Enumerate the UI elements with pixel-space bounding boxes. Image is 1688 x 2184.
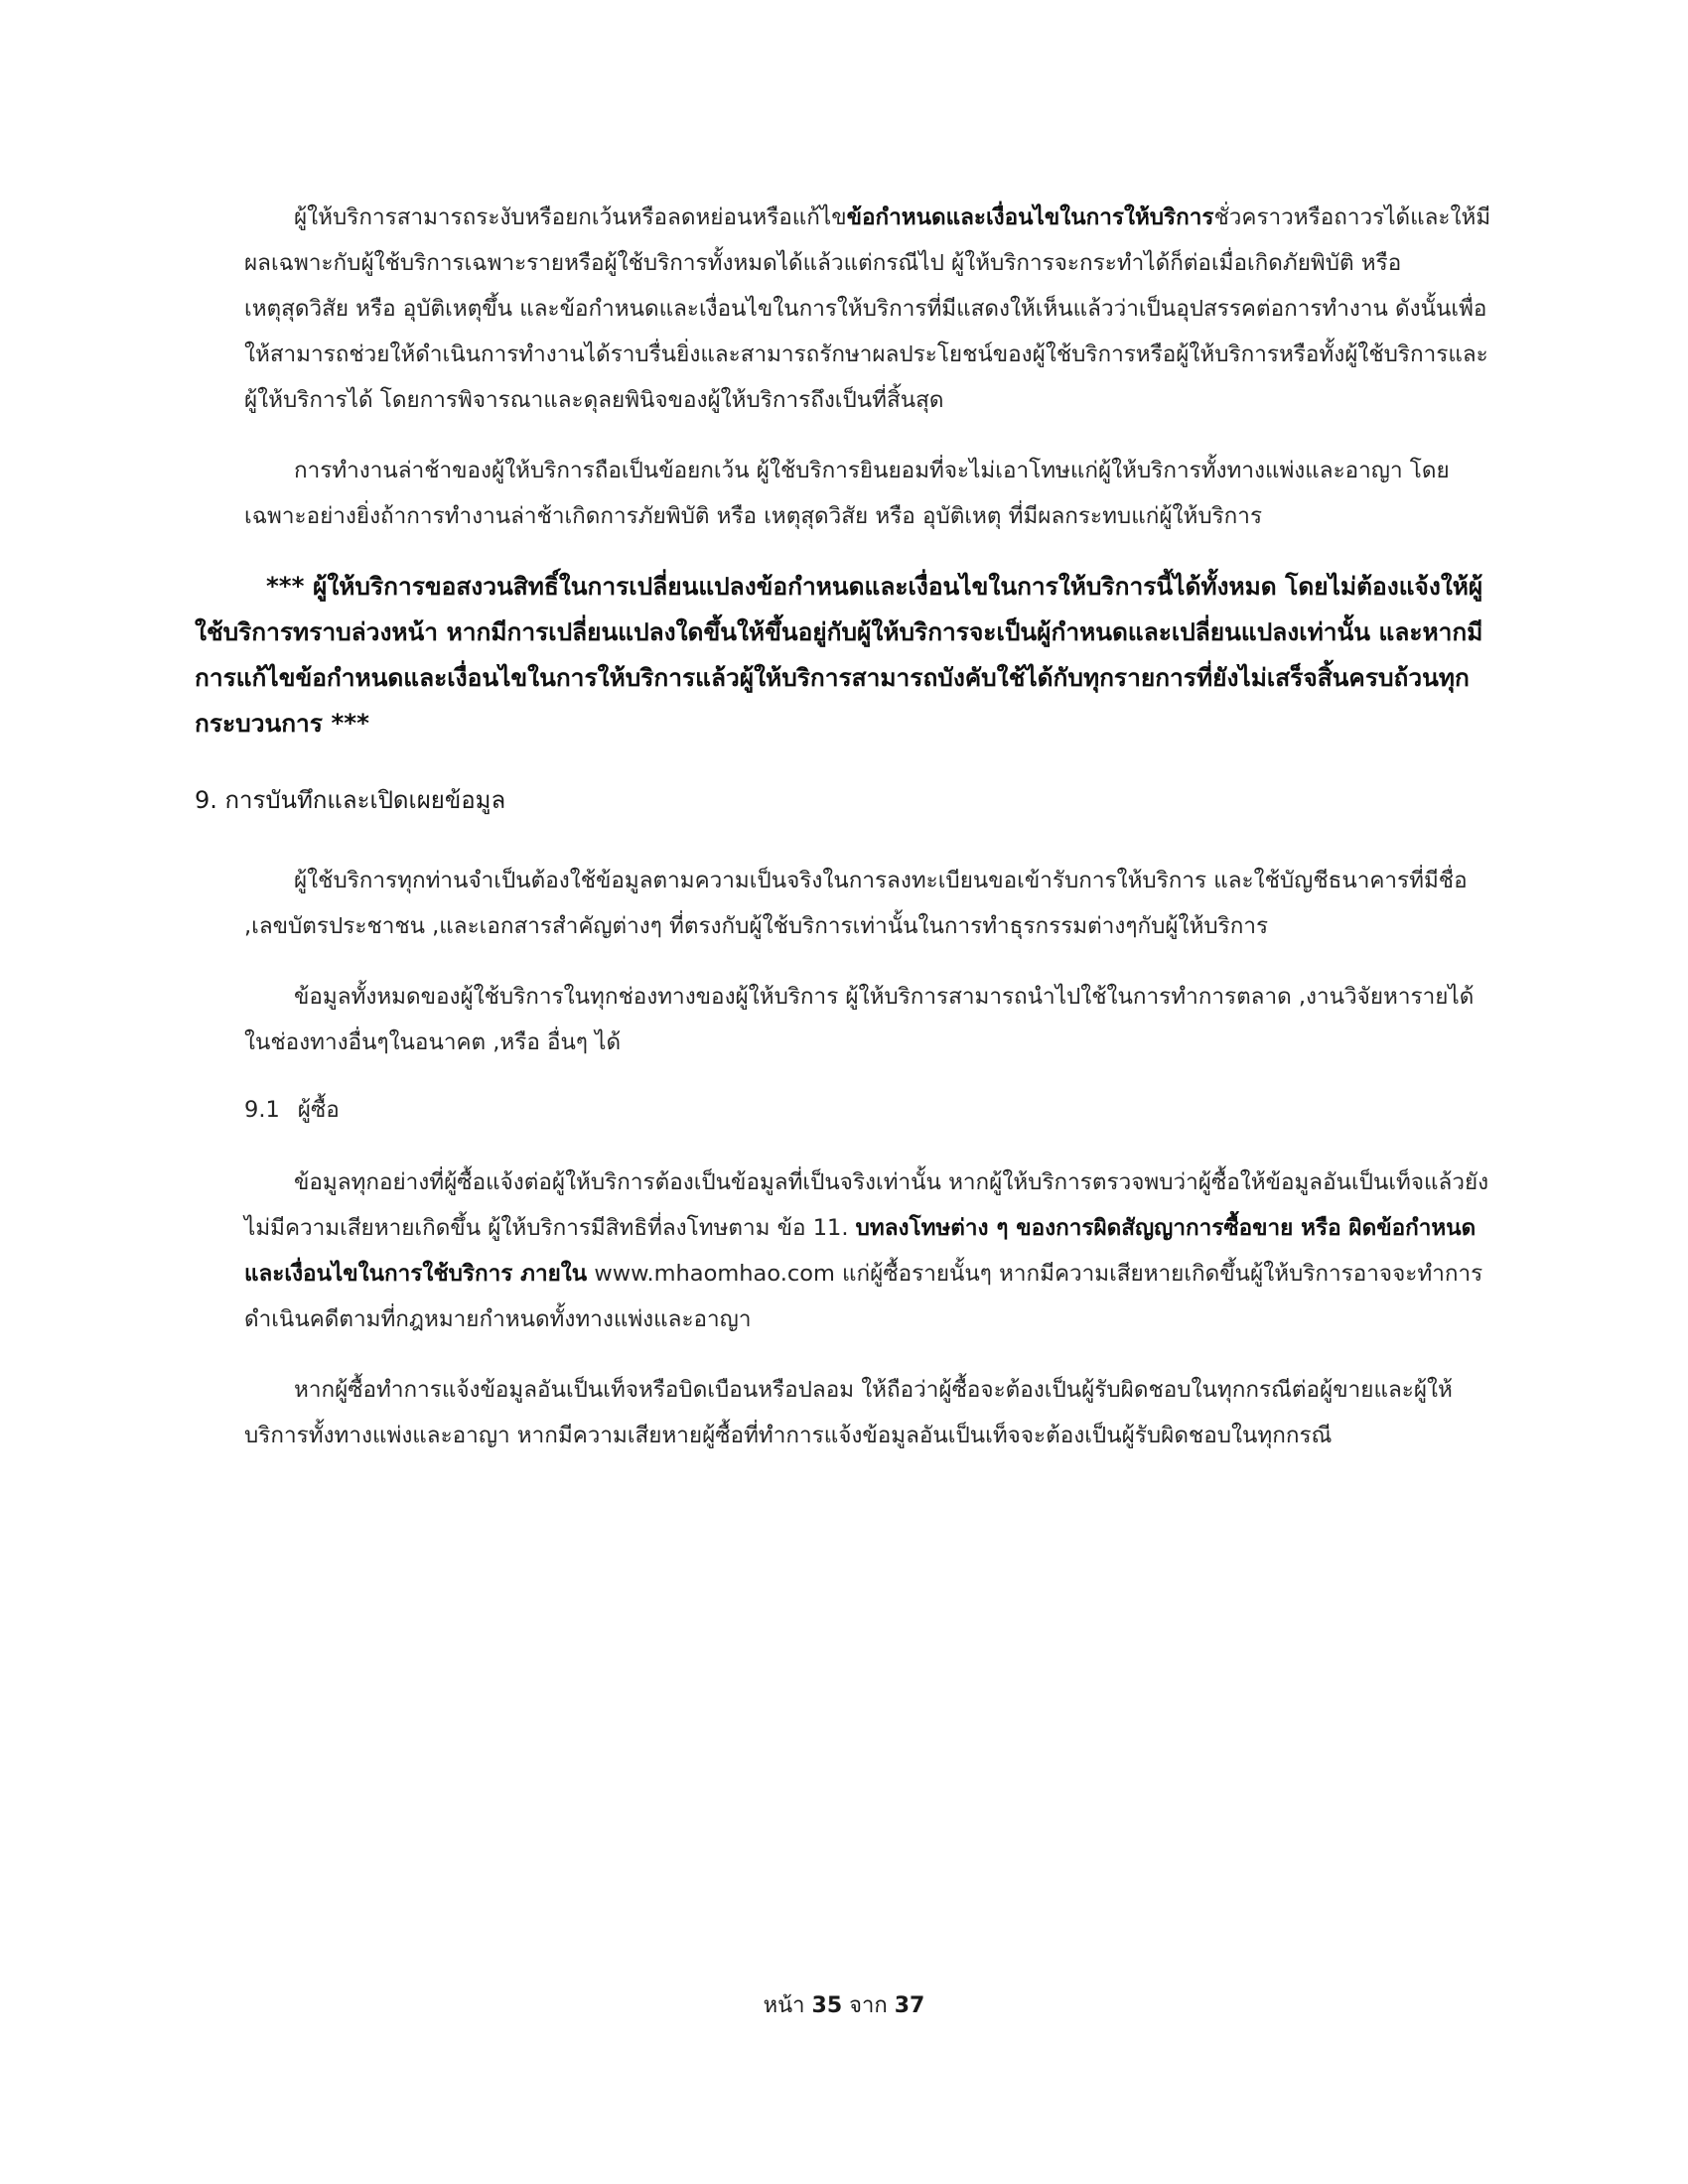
paragraph-data-usage: ข้อมูลทั้งหมดของผู้ใช้บริการในทุกช่องทางของผู้ให้บริการ ผู้ให้บริการสามารถนำไปใช้ในการทำการตลาด ,งานวิจัยหารายได้ในช่องทางอื่นๆในอนาคต ,หรือ อื่นๆ ได้: [244, 984, 1475, 1055]
footer-total-pages: 37: [894, 1993, 925, 2018]
bold-terms-phrase: ข้อกำหนดและเงื่อนไขในการให้บริการ: [846, 205, 1214, 230]
section-heading-9: 9. การบันทึกและเปิดเผยข้อมูล: [195, 786, 506, 814]
footer-prefix: หน้า: [763, 1993, 805, 2018]
subsection-heading-9-1: [244, 1090, 1495, 1130]
page-footer: [0, 1987, 1688, 2022]
footer-middle: จาก: [849, 1993, 888, 2018]
bold-penalty-reference: บทลงโทษต่าง ๆ ของการผิดสัญญาการซื้อขาย หรือ ผิดข้อกำหนดและเงื่อนไขในการใช้บริการ ภายใน: [244, 1215, 1477, 1287]
paragraph-text: ข้อมูลทุกอย่างที่ผู้ซื้อแจ้งต่อผู้ให้บริการต้องเป็นข้อมูลที่เป็นจริงเท่านั้น หากผู้ให้บริการตรวจพบว่าผู้ซื้อให้ข้อมูลอันเป็นเท็จแล้วยังไม่มีความเสียหายเกิดขึ้น ผู้ให้บริการมีสิทธิที่ลงโทษตาม ข้อ 11.: [244, 1169, 1489, 1241]
paragraph-service-suspension: [195, 195, 1495, 423]
rights-reservation-notice: *** ผู้ให้บริการขอสงวนสิทธิ์ในการเปลี่ยนแปลงข้อกำหนดและเงื่อนไขในการให้บริการนี้ได้ทั้งหมด โดยไม่ต้องแจ้งให้ผู้ใช้บริการทราบล่วงหน้า หากมีการเปลี่ยนแปลงใดขึ้นให้ขึ้นอยู่กับผู้ให้บริการจะเป็นผู้กำหนดและเปลี่ยนแปลงเท่านั้น และหากมีการแก้ไขข้อกำหนดและเงื่อนไขในการให้บริการแล้วผู้ให้บริการสามารถบังคับใช้ได้กับทุกรายการที่ยังไม่เสร็จสิ้นครบถ้วนทุกกระบวนการ ***: [195, 572, 1483, 738]
paragraph-registration-info: ผู้ใช้บริการทุกท่านจำเป็นต้องใช้ข้อมูลตามความเป็นจริงในการลงทะเบียนขอเข้ารับการให้บริการ และใช้บัญชีธนาคารที่มีชื่อ ,เลขบัตรประชาชน ,และเอกสารสำคัญต่างๆ ที่ตรงกับผู้ใช้บริการเท่านั้นในการทำธุรกรรมต่างๆกับผู้ให้บริการ: [244, 868, 1468, 939]
subsection-number: 9.1: [244, 1097, 280, 1123]
paragraph-buyer-false-info: หากผู้ซื้อทำการแจ้งข้อมูลอันเป็นเท็จหรือบิดเบือนหรือปลอม ให้ถือว่าผู้ซื้อจะต้องเป็นผู้รับผิดชอบในทุกกรณีต่อผู้ขายและผู้ให้บริการทั้งทางแพ่งและอาญา หากมีความเสียหายผู้ซื้อที่ทำการแจ้งข้อมูลอันเป็นเท็จจะต้องเป็นผู้รับผิดชอบในทุกกรณี: [244, 1377, 1453, 1448]
subsection-title: ผู้ซื้อ: [297, 1097, 340, 1123]
paragraph-text: ชั่วคราวหรือถาวรได้และให้มีผลเฉพาะกับผู้ใช้บริการเฉพาะรายหรือผู้ใช้บริการทั้งหมดได้แล้วแต่กรณีไป ผู้ให้บริการจะกระทำได้ก็ต่อเมื่อเกิดภัยพิบัติ หรือ เหตุสุดวิสัย หรือ อุบัติเหตุขึ้น และข้อกำหนดและเงื่อนไขในการให้บริการที่มีแสดงให้เห็นแล้วว่าเป็นอุปสรรคต่อการทำงาน ดังนั้นเพื่อให้สามารถช่วยให้ดำเนินการทำงานได้ราบรื่นยิ่งและสามารถรักษาผลประโยชน์ของผู้ใช้บริการหรือผู้ให้บริการหรือทั้งผู้ใช้บริการและผู้ให้บริการได้ โดยการพิจารณาและดุลยพินิจของผู้ให้บริการถึงเป็นที่สิ้นสุด: [244, 205, 1491, 413]
paragraph-text: ผู้ให้บริการสามารถระงับหรือยกเว้นหรือลดหย่อนหรือแก้ไข: [294, 205, 847, 230]
paragraph-buyer-truthful-info: [195, 1160, 1495, 1342]
paragraph-delay-exemption: การทำงานล่าช้าของผู้ให้บริการถือเป็นข้อยกเว้น ผู้ใช้บริการยินยอมที่จะไม่เอาโทษแก่ผู้ให้บริการทั้งทางแพ่งและอาญา โดยเฉพาะอย่างยิ่งถ้าการทำงานล่าช้าเกิดการภัยพิบัติ หรือ เหตุสุดวิสัย หรือ อุบัติเหตุ ที่มีผลกระทบแก่ผู้ให้บริการ: [244, 458, 1450, 529]
footer-page-number: 35: [811, 1993, 843, 2018]
page-content: [195, 195, 1495, 1483]
paragraph-text: www.mhaomhao.com แก่ผู้ซื้อรายนั้นๆ หากมีความเสียหายเกิดขึ้นผู้ให้บริการอาจจะทำการดำเนินคดีตามที่กฎหมายกำหนดทั้งทางแพ่งและอาญา: [244, 1261, 1483, 1332]
